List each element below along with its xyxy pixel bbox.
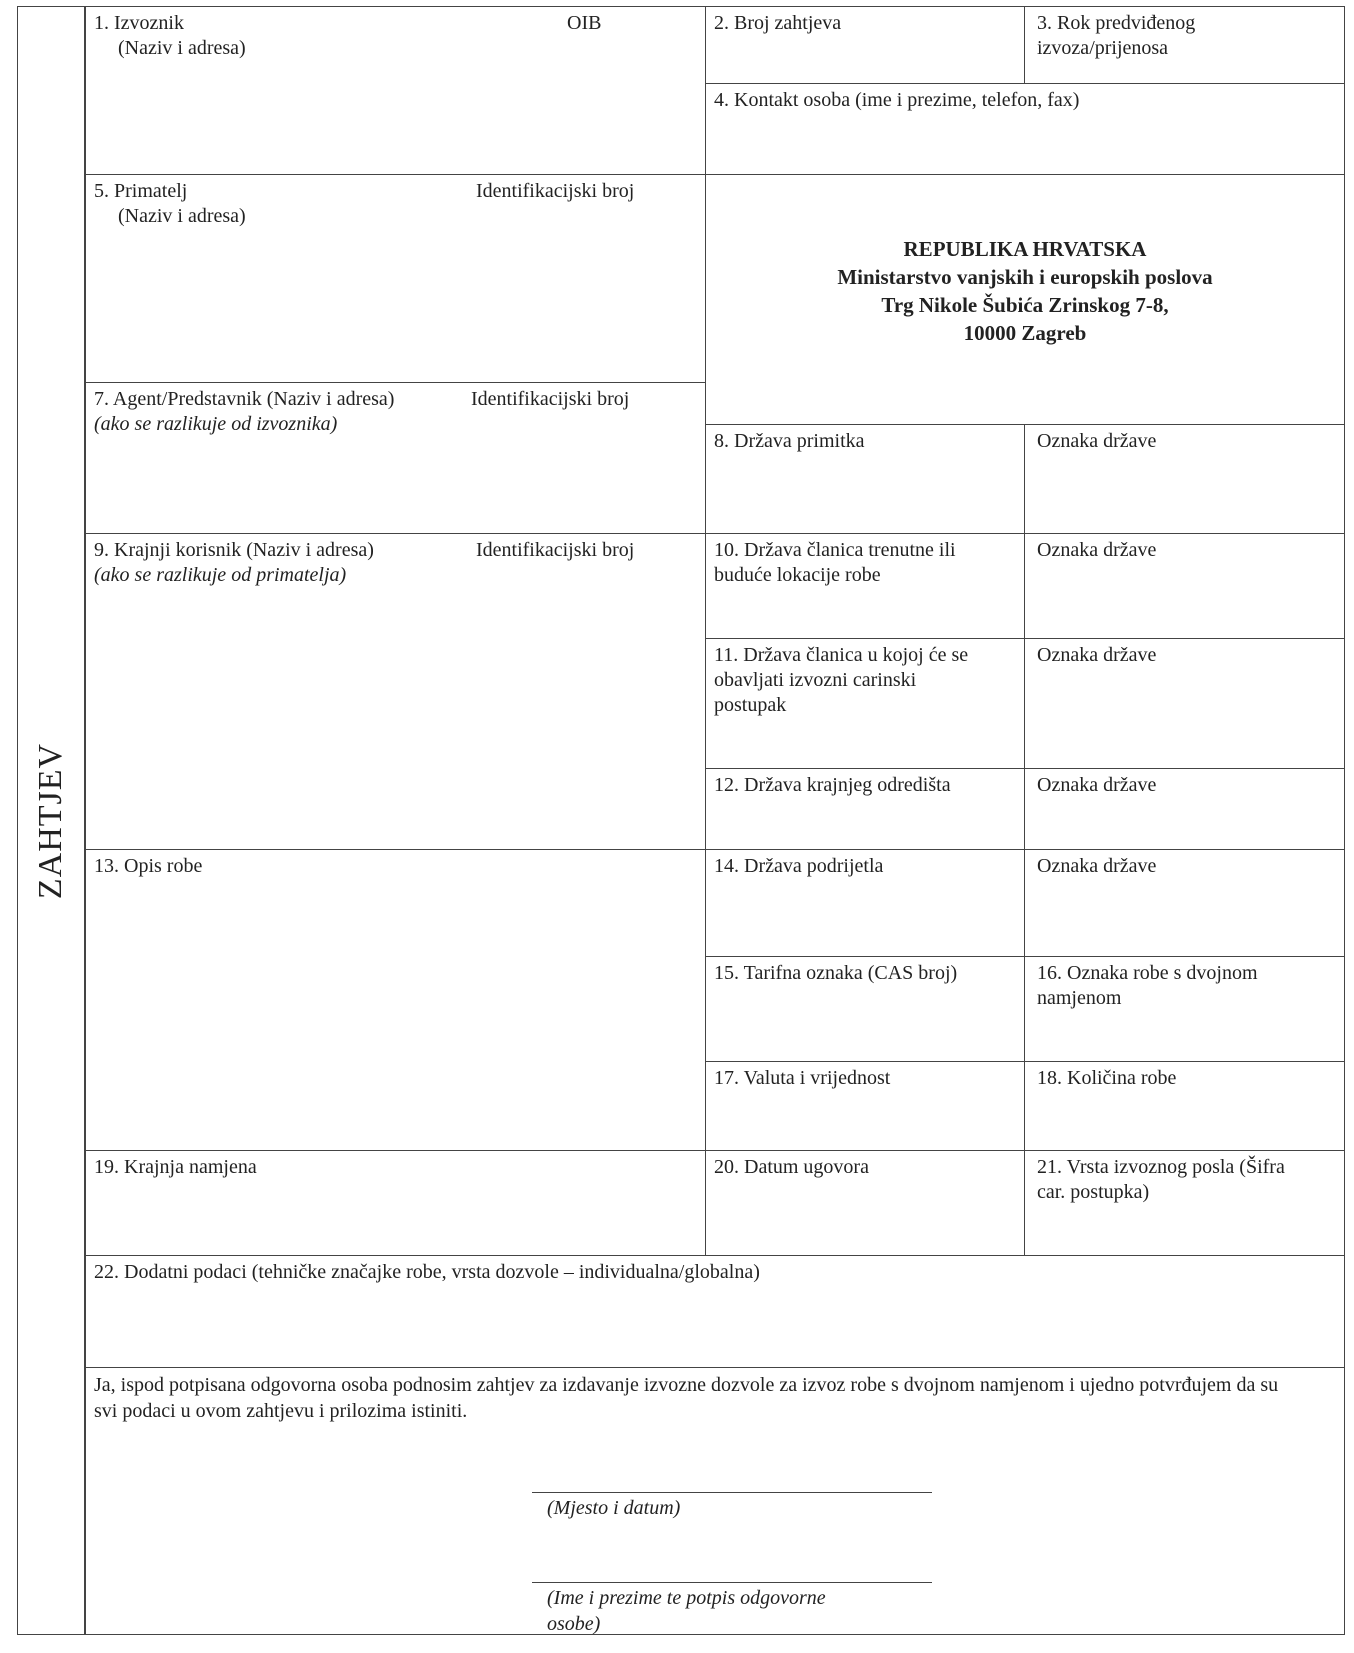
field-label: 12. Država krajnjeg odredišta [714, 774, 951, 796]
name-signature-line[interactable] [532, 1582, 932, 1583]
place-date-caption: (Mjesto i datum) [547, 1497, 681, 1519]
field-sublabel: (ako se razlikuje od izvoznika) [94, 413, 338, 435]
field-label: 10. Država članica trenutne ili buduće lokacije robe [714, 539, 956, 586]
field-22-additional-info[interactable] [85, 1255, 1345, 1368]
field-label: 18. Količina robe [1037, 1067, 1177, 1089]
side-label-text: ZAHTJEV [32, 742, 69, 899]
field-8-receiving-country[interactable] [705, 424, 1025, 534]
field-2-request-number[interactable] [705, 6, 1025, 84]
field-12-final-destination[interactable] [705, 768, 1025, 850]
name-signature-caption: (Ime i prezime te potpis odgovorne osobe) [547, 1587, 826, 1635]
id-label: Identifikacijski broj [471, 388, 630, 410]
field-label: Oznaka države [1037, 855, 1157, 877]
field-9-end-user[interactable] [85, 533, 706, 850]
field-label: 22. Dodatni podaci (tehničke značajke robe, vrsta dozvole – individualna/globalna) [94, 1261, 760, 1283]
field-label: 20. Datum ugovora [714, 1156, 869, 1178]
field-11-customs-member-state[interactable] [705, 638, 1025, 769]
field-label: 4. Kontakt osoba (ime i prezime, telefon, fax) [714, 89, 1080, 111]
field-15-tariff-code[interactable] [705, 956, 1025, 1062]
field-label: 1. Izvoznik [94, 12, 184, 34]
field-18-quantity[interactable] [1024, 1061, 1345, 1151]
field-16-dual-use-code[interactable] [1024, 956, 1345, 1062]
field-5-consignee[interactable] [85, 174, 706, 383]
field-17-currency-value[interactable] [705, 1061, 1025, 1151]
field-label: 15. Tarifna oznaka (CAS broj) [714, 962, 958, 984]
place-date-signature-line[interactable] [532, 1492, 932, 1493]
field-label: 2. Broj zahtjeva [714, 12, 842, 34]
field-14-country-of-origin[interactable] [705, 849, 1025, 957]
field-label: Oznaka države [1037, 644, 1157, 666]
declaration-text: Ja, ispod potpisana odgovorna osoba podnosim zahtjev za izdavanje izvozne dozvole za izvoz robe s dvojnom namjenom i ujedno potvrđujem da su svi podaci u ovom zahtjevu i prilozima istiniti. [94, 1374, 1279, 1422]
oib-label: OIB [567, 12, 602, 34]
field-12-country-code[interactable] [1024, 768, 1345, 850]
field-label: Oznaka države [1037, 430, 1157, 452]
field-label: 14. Država podrijetla [714, 855, 884, 877]
field-11-country-code[interactable] [1024, 638, 1345, 769]
field-sublabel: (Naziv i adresa) [118, 37, 246, 59]
field-label: 3. Rok predviđenog izvoza/prijenosa [1037, 12, 1196, 59]
field-label: 21. Vrsta izvoznog posla (Šifra car. postupka) [1037, 1156, 1285, 1203]
field-8-country-code[interactable] [1024, 424, 1345, 534]
field-1-exporter[interactable] [85, 6, 706, 175]
field-label: 7. Agent/Predstavnik (Naziv i adresa) [94, 388, 395, 410]
field-label: 16. Oznaka robe s dvojnom namjenom [1037, 962, 1258, 1009]
field-label: 13. Opis robe [94, 855, 203, 877]
field-sublabel: (ako se razlikuje od primatelja) [94, 564, 347, 586]
id-label: Identifikacijski broj [476, 180, 635, 202]
field-label: 8. Država primitka [714, 430, 865, 452]
field-19-end-use[interactable] [85, 1150, 706, 1256]
field-13-goods-description[interactable] [85, 849, 706, 1151]
authority-country: REPUBLIKA HRVATSKA [903, 237, 1147, 261]
field-21-export-type[interactable] [1024, 1150, 1345, 1256]
field-7-agent[interactable] [85, 382, 706, 534]
section-label-zahtjev [17, 6, 85, 1635]
authority-block [705, 174, 1345, 425]
field-sublabel: (Naziv i adresa) [118, 205, 246, 227]
authority-address: Trg Nikole Šubića Zrinskog 7-8, [881, 293, 1169, 317]
field-label: Oznaka države [1037, 774, 1157, 796]
field-20-contract-date[interactable] [705, 1150, 1025, 1256]
field-3-deadline[interactable] [1024, 6, 1345, 84]
field-label: 19. Krajnja namjena [94, 1156, 257, 1178]
field-4-contact-person[interactable] [705, 83, 1345, 175]
field-label: 5. Primatelj [94, 180, 188, 202]
field-10-member-state-location[interactable] [705, 533, 1025, 639]
field-label: 11. Država članica u kojoj će se obavljati izvozni carinski postupak [714, 644, 969, 716]
field-label: Oznaka države [1037, 539, 1157, 561]
field-10-country-code[interactable] [1024, 533, 1345, 639]
field-14-country-code[interactable] [1024, 849, 1345, 957]
field-label: 9. Krajnji korisnik (Naziv i adresa) [94, 539, 374, 561]
authority-ministry: Ministarstvo vanjskih i europskih poslova [837, 265, 1213, 289]
field-label: 17. Valuta i vrijednost [714, 1067, 891, 1089]
id-label: Identifikacijski broj [476, 539, 635, 561]
authority-city: 10000 Zagreb [963, 321, 1087, 345]
